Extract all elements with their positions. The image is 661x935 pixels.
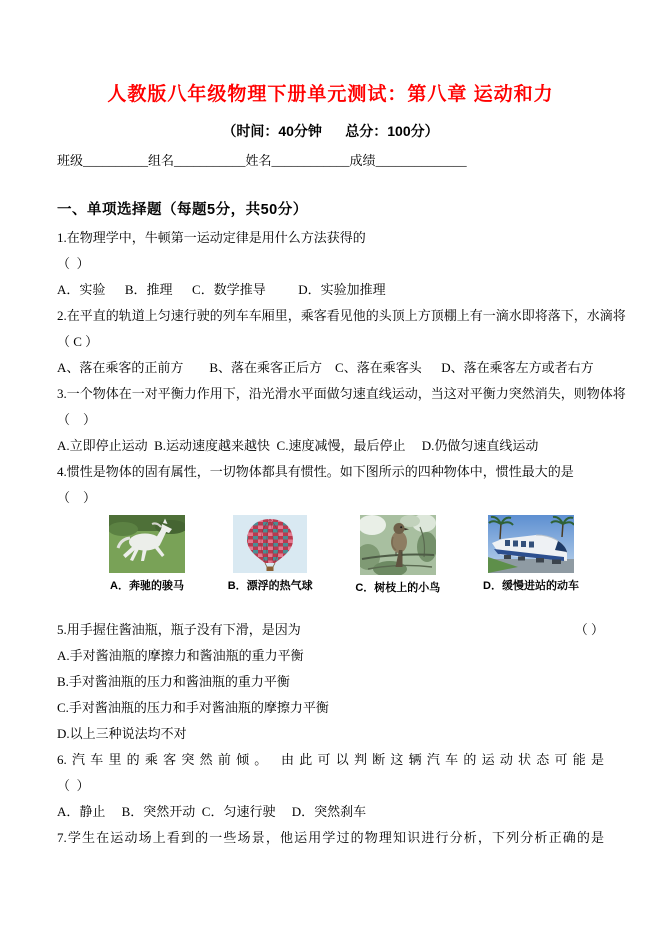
question-4-figure-row <box>109 515 579 595</box>
figure-caption-a: A．奔驰的骏马 <box>110 580 184 592</box>
exam-time-score: （时间：40分钟 总分：100分） <box>222 123 439 139</box>
question-2-options: A、落在乘客的正前方 B、落在乘客正后方 C、落在乘客头 D、落在乘客左方或者右方 <box>57 360 594 375</box>
question-2 <box>57 303 626 381</box>
question-4 <box>57 459 604 595</box>
train-arriving-image <box>488 515 574 573</box>
question-6-answer-paren: （ ） <box>57 778 90 793</box>
question-6-options: A．静止 B．突然开动 C．匀速行驶 D．突然刹车 <box>57 804 367 819</box>
question-3-answer-paren: （ ） <box>57 412 97 427</box>
class-blank: __________ <box>83 153 149 168</box>
figure-option-a <box>109 515 185 595</box>
hot-air-balloon-image <box>233 515 307 573</box>
question-7-text: 7.学生在运动场上看到的一些场景，他运用学过的物理知识进行分析，下列分析正确的是 <box>57 830 604 845</box>
question-1 <box>57 225 604 303</box>
figure-option-c <box>355 515 440 595</box>
page-title: 人教版八年级物理下册单元测试：第八章 运动和力 <box>107 84 554 105</box>
figure-caption-c: C．树枝上的小鸟 <box>355 582 441 594</box>
group-blank: ___________ <box>174 153 246 168</box>
question-5-answer-paren: （ ） <box>574 622 604 637</box>
bird-on-branch-image <box>360 515 436 575</box>
class-label: 班级 <box>57 153 84 168</box>
score-label: 成绩 <box>349 153 376 168</box>
student-info-line <box>57 152 604 170</box>
figure-option-d <box>483 515 579 595</box>
question-1-options: A．实验 B．推理 C．数学推导 D．实验加推理 <box>57 282 386 297</box>
name-blank: ____________ <box>271 153 350 168</box>
question-2-text: 2.在平直的轨道上匀速行驶的列车车厢里，乘客看见他的头顶上方顶棚上有一滴水即将落下，水滴将 <box>57 308 626 323</box>
section-heading: 一、单项选择题（每题5分，共50分） <box>57 202 308 218</box>
question-5-text: 5.用手握住酱油瓶，瓶子没有下滑，是因为 <box>57 622 301 637</box>
name-label: 姓名 <box>245 153 272 168</box>
question-1-text: 1.在物理学中，牛顿第一运动定律是用什么方法获得的 <box>57 230 366 245</box>
figure-caption-d: D．缓慢进站的动车 <box>483 580 579 592</box>
question-5 <box>57 617 604 747</box>
figure-option-b <box>228 515 313 595</box>
question-4-answer-paren: （ ） <box>57 490 97 505</box>
score-blank: ______________ <box>375 153 467 168</box>
question-3-text: 3.一个物体在一对平衡力作用下，沿光滑水平面做匀速直线运动，当这对平衡力突然消失，则物体将 <box>57 386 626 401</box>
question-6-text: 6.汽车里的乘客突然前倾。 由此可以判断这辆汽车的运动状态可能是 <box>57 752 604 767</box>
question-4-text: 4.惯性是物体的固有属性，一切物体都具有惯性。如下图所示的四种物体中，惯性最大的是 <box>57 464 574 479</box>
question-2-answer-paren: （ C ） <box>57 334 99 349</box>
question-5-option-d: D.以上三种说法均不对 <box>57 726 187 741</box>
question-5-option-a: A.手对酱油瓶的摩擦力和酱油瓶的重力平衡 <box>57 648 304 663</box>
question-5-option-c: C.手对酱油瓶的压力和手对酱油瓶的摩擦力平衡 <box>57 700 329 715</box>
question-3 <box>57 381 626 459</box>
group-label: 组名 <box>148 153 175 168</box>
question-6 <box>57 747 604 825</box>
galloping-horse-image <box>109 515 185 573</box>
question-3-options: A.立即停止运动 B.运动速度越来越快 C.速度减慢，最后停止 D.仍做匀速直线运动 <box>57 438 539 453</box>
question-1-answer-paren: （ ） <box>57 256 90 271</box>
figure-caption-b: B．漂浮的热气球 <box>227 580 313 592</box>
question-7 <box>57 825 604 851</box>
question-5-text-row <box>57 617 604 643</box>
question-5-option-b: B.手对酱油瓶的压力和酱油瓶的重力平衡 <box>57 674 290 689</box>
